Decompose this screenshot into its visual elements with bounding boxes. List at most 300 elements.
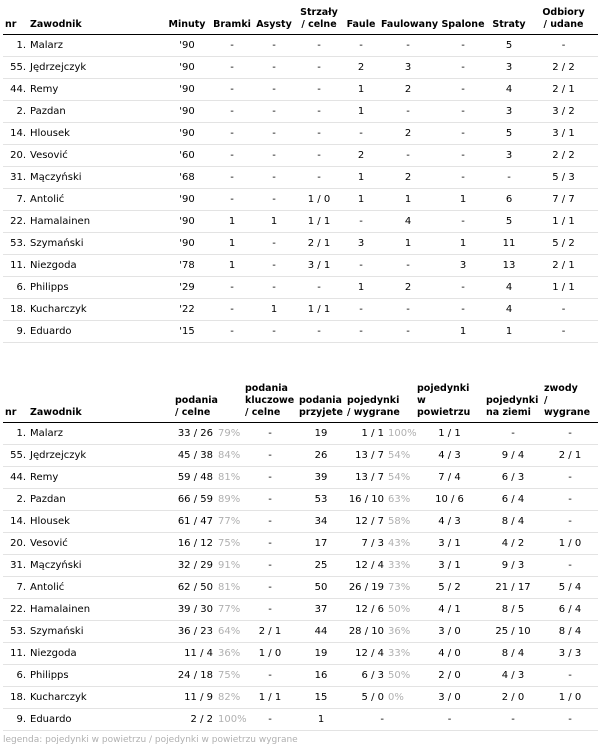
header-odbiory-line2: / udane <box>543 19 584 30</box>
cell-minutes: '15 <box>163 321 211 343</box>
cell-dribbles: - <box>542 511 598 533</box>
cell-goals: 1 <box>211 211 253 233</box>
cell-goals: - <box>211 79 253 101</box>
cell-nr: 53. <box>3 621 28 643</box>
cell-nr: 7. <box>3 577 28 599</box>
cell-minutes: '90 <box>163 57 211 79</box>
cell-losses: 4 <box>489 299 529 321</box>
cell-fouls: 2 <box>343 57 379 79</box>
header-odbiory <box>529 2 598 35</box>
cell-losses: 3 <box>489 145 529 167</box>
cell-losses: - <box>489 167 529 189</box>
table-row <box>3 621 598 643</box>
cell-nr: 20. <box>3 533 28 555</box>
cell-nr: 14. <box>3 511 28 533</box>
cell-shots: - <box>295 35 343 57</box>
cell-duels <box>345 709 415 731</box>
cell-duels <box>345 467 415 489</box>
cell-minutes: '90 <box>163 189 211 211</box>
cell-shots: - <box>295 57 343 79</box>
cell-duels <box>345 687 415 709</box>
cell-tackles: - <box>529 321 598 343</box>
duels-percent: 54% <box>388 472 411 483</box>
cell-player-name: Kucharczyk <box>28 299 163 321</box>
header-pojedynki-powietrze <box>415 378 484 423</box>
duels-value: 16 / 10 <box>348 494 384 505</box>
cell-passes <box>173 423 243 445</box>
cell-offside: - <box>437 299 489 321</box>
cell-passes <box>173 643 243 665</box>
header-przyjete-line1: podania <box>299 395 342 406</box>
cell-fouled: - <box>379 101 437 123</box>
cell-air-duels: 1 / 1 <box>415 423 484 445</box>
cell-offside: - <box>437 101 489 123</box>
passes-percent: 79% <box>218 428 241 439</box>
duels-percent: 100% <box>388 428 417 439</box>
table-row <box>3 599 598 621</box>
cell-player-name: Hamalainen <box>28 599 173 621</box>
table-row <box>3 57 598 79</box>
duels-value: 5 / 0 <box>361 692 384 703</box>
cell-fouls: 1 <box>343 79 379 101</box>
table-row <box>3 687 598 709</box>
passes-percent: 81% <box>218 472 241 483</box>
table-row <box>3 35 598 57</box>
cell-fouled: 3 <box>379 57 437 79</box>
cell-key-passes: - <box>243 599 297 621</box>
cell-assists: - <box>253 145 295 167</box>
cell-passes-received: 53 <box>297 489 345 511</box>
table-row <box>3 709 598 731</box>
passes-percent: 77% <box>218 516 241 527</box>
cell-goals: 1 <box>211 255 253 277</box>
cell-air-duels: 3 / 0 <box>415 687 484 709</box>
cell-fouls: - <box>343 255 379 277</box>
cell-shots: 3 / 1 <box>295 255 343 277</box>
cell-passes <box>173 445 243 467</box>
cell-key-passes: 2 / 1 <box>243 621 297 643</box>
cell-fouled: 1 <box>379 233 437 255</box>
cell-passes <box>173 665 243 687</box>
cell-nr: 1. <box>3 35 28 57</box>
cell-dribbles: - <box>542 423 598 445</box>
header-nr: nr <box>3 378 28 423</box>
cell-passes-received: 16 <box>297 665 345 687</box>
duels-value: 12 / 6 <box>355 604 384 615</box>
cell-air-duels: 4 / 3 <box>415 445 484 467</box>
cell-player-name: Antolić <box>28 577 173 599</box>
cell-duels <box>345 665 415 687</box>
duels-value: 7 / 3 <box>361 538 384 549</box>
cell-minutes: '22 <box>163 299 211 321</box>
cell-nr: 18. <box>3 299 28 321</box>
cell-passes-received: 19 <box>297 423 345 445</box>
cell-offside: 3 <box>437 255 489 277</box>
cell-player-name: Jędrzejczyk <box>28 445 173 467</box>
cell-duels <box>345 643 415 665</box>
cell-tackles: 2 / 2 <box>529 57 598 79</box>
cell-offside: - <box>437 167 489 189</box>
cell-losses: 13 <box>489 255 529 277</box>
cell-fouled: - <box>379 35 437 57</box>
passes-percent: 100% <box>218 714 247 725</box>
cell-fouled: 2 <box>379 79 437 101</box>
cell-goals: - <box>211 101 253 123</box>
legend-text: legenda: pojedynki w powietrzu / pojedynki w powietrzu wygrane <box>3 735 298 745</box>
duels-percent: 50% <box>388 604 411 615</box>
cell-tackles: 2 / 2 <box>529 145 598 167</box>
cell-assists: - <box>253 189 295 211</box>
cell-fouls: 2 <box>343 145 379 167</box>
cell-goals: - <box>211 167 253 189</box>
cell-air-duels: 4 / 3 <box>415 511 484 533</box>
cell-key-passes: 1 / 0 <box>243 643 297 665</box>
cell-passes-received: 15 <box>297 687 345 709</box>
cell-dribbles: 2 / 1 <box>542 445 598 467</box>
cell-ground-duels: 6 / 3 <box>484 467 542 489</box>
cell-minutes: '90 <box>163 211 211 233</box>
duels-value: 28 / 10 <box>348 626 384 637</box>
cell-player-name: Szymański <box>28 621 173 643</box>
cell-shots: - <box>295 101 343 123</box>
cell-passes-received: 19 <box>297 643 345 665</box>
table-row <box>3 299 598 321</box>
cell-air-duels: 3 / 0 <box>415 621 484 643</box>
cell-fouled: 4 <box>379 211 437 233</box>
passes-value: 66 / 59 <box>177 494 213 505</box>
passes-percent: 91% <box>218 560 241 571</box>
cell-dribbles: 5 / 4 <box>542 577 598 599</box>
cell-nr: 7. <box>3 189 28 211</box>
cell-nr: 2. <box>3 489 28 511</box>
cell-nr: 6. <box>3 277 28 299</box>
cell-passes <box>173 709 247 731</box>
cell-nr: 44. <box>3 467 28 489</box>
table-row <box>3 533 598 555</box>
passes-percent: 82% <box>218 692 241 703</box>
cell-offside: - <box>437 57 489 79</box>
cell-shots: - <box>295 321 343 343</box>
cell-ground-duels: 8 / 5 <box>484 599 542 621</box>
cell-passes-received: 50 <box>297 577 345 599</box>
cell-fouls: - <box>343 211 379 233</box>
table-row <box>3 445 598 467</box>
table-row <box>3 167 598 189</box>
passes-percent: 81% <box>218 582 241 593</box>
header-minuty: Minuty <box>163 2 211 35</box>
cell-minutes: '60 <box>163 145 211 167</box>
cell-dribbles: 6 / 4 <box>542 599 598 621</box>
header-podania-kluczowe <box>243 378 297 423</box>
passes-value: 61 / 47 <box>177 516 213 527</box>
passes-percent: 89% <box>218 494 241 505</box>
cell-losses: 4 <box>489 79 529 101</box>
cell-player-name: Jędrzejczyk <box>28 57 163 79</box>
passes-value: 24 / 18 <box>177 670 213 681</box>
cell-player-name: Eduardo <box>28 321 163 343</box>
passes-value: 16 / 12 <box>177 538 213 549</box>
header-podania-przyjete <box>297 378 345 423</box>
cell-fouls: - <box>343 35 379 57</box>
cell-tackles: - <box>529 35 598 57</box>
cell-minutes: '90 <box>163 101 211 123</box>
cell-nr: 11. <box>3 643 28 665</box>
cell-passes <box>173 577 243 599</box>
cell-fouls: 1 <box>343 189 379 211</box>
cell-fouled: 2 <box>379 277 437 299</box>
cell-key-passes: - <box>243 665 297 687</box>
cell-tackles: - <box>529 299 598 321</box>
cell-key-passes: - <box>243 467 297 489</box>
table2-body <box>3 423 598 731</box>
cell-offside: - <box>437 277 489 299</box>
cell-air-duels: - <box>415 709 484 731</box>
cell-fouls: 1 <box>343 101 379 123</box>
table-row <box>3 423 598 445</box>
cell-duels <box>345 621 415 643</box>
table-row <box>3 145 598 167</box>
cell-player-name: Remy <box>28 79 163 101</box>
cell-air-duels: 7 / 4 <box>415 467 484 489</box>
cell-assists: - <box>253 255 295 277</box>
cell-nr: 9. <box>3 709 28 731</box>
cell-goals: - <box>211 189 253 211</box>
header-pojedynki <box>345 378 415 423</box>
cell-air-duels: 2 / 0 <box>415 665 484 687</box>
table-row <box>3 211 598 233</box>
cell-minutes: '29 <box>163 277 211 299</box>
cell-passes <box>173 599 243 621</box>
cell-goals: - <box>211 145 253 167</box>
header-pojedynki-line2: / wygrane <box>347 407 400 418</box>
cell-nr: 14. <box>3 123 28 145</box>
cell-air-duels: 3 / 1 <box>415 533 484 555</box>
cell-tackles: 2 / 1 <box>529 79 598 101</box>
passes-percent: 75% <box>218 670 241 681</box>
duels-percent: 43% <box>388 538 411 549</box>
cell-fouls: 3 <box>343 233 379 255</box>
table-row <box>3 577 598 599</box>
cell-key-passes: - <box>243 577 297 599</box>
cell-dribbles: - <box>542 489 598 511</box>
cell-fouls: - <box>343 299 379 321</box>
passes-percent: 77% <box>218 604 241 615</box>
cell-ground-duels: 9 / 4 <box>484 445 542 467</box>
duels-percent: 33% <box>388 648 411 659</box>
duels-value: 6 / 3 <box>361 670 384 681</box>
cell-ground-duels: 25 / 10 <box>484 621 542 643</box>
cell-fouled: 1 <box>379 189 437 211</box>
cell-shots: - <box>295 79 343 101</box>
duels-percent: 50% <box>388 670 411 681</box>
cell-offside: - <box>437 79 489 101</box>
cell-offside: 1 <box>437 189 489 211</box>
cell-duels <box>345 423 415 445</box>
cell-player-name: Mączyński <box>28 167 163 189</box>
cell-ground-duels: 2 / 0 <box>484 687 542 709</box>
cell-dribbles: - <box>542 555 598 577</box>
duels-percent: 0% <box>388 692 404 703</box>
cell-passes <box>173 467 243 489</box>
cell-tackles: 5 / 2 <box>529 233 598 255</box>
cell-goals: - <box>211 35 253 57</box>
cell-nr: 53. <box>3 233 28 255</box>
duels-value: 12 / 4 <box>355 648 384 659</box>
cell-dribbles: 1 / 0 <box>542 533 598 555</box>
duels-value: 26 / 19 <box>348 582 384 593</box>
cell-player-name: Niezgoda <box>28 255 163 277</box>
cell-air-duels: 10 / 6 <box>415 489 484 511</box>
cell-dribbles: - <box>542 467 598 489</box>
cell-duels <box>345 555 415 577</box>
header-podania <box>173 378 243 423</box>
table-row <box>3 511 598 533</box>
table-row <box>3 489 598 511</box>
passes-percent: 36% <box>218 648 241 659</box>
cell-nr: 55. <box>3 445 28 467</box>
cell-assists: - <box>253 123 295 145</box>
cell-key-passes: - <box>243 709 297 731</box>
cell-fouled: 2 <box>379 167 437 189</box>
table1-body <box>3 35 598 343</box>
cell-fouled: 2 <box>379 123 437 145</box>
cell-player-name: Szymański <box>28 233 163 255</box>
cell-key-passes: - <box>243 555 297 577</box>
cell-dribbles: 1 / 0 <box>542 687 598 709</box>
header-strzaly-line2: / celne <box>301 19 337 30</box>
cell-nr: 22. <box>3 599 28 621</box>
cell-fouls: - <box>343 123 379 145</box>
cell-duels <box>345 533 415 555</box>
cell-key-passes: - <box>243 445 297 467</box>
cell-passes <box>173 511 243 533</box>
cell-fouls: - <box>343 321 379 343</box>
cell-assists: - <box>253 167 295 189</box>
cell-losses: 5 <box>489 211 529 233</box>
duels-value: 13 / 7 <box>355 472 384 483</box>
duels-percent: 63% <box>388 494 411 505</box>
cell-fouls: 1 <box>343 167 379 189</box>
cell-key-passes: - <box>243 511 297 533</box>
cell-assists: - <box>253 321 295 343</box>
cell-duels <box>345 489 415 511</box>
header-przyjete-line2: przyjete <box>299 407 343 418</box>
cell-goals: - <box>211 299 253 321</box>
cell-nr: 55. <box>3 57 28 79</box>
header-powietrze-line1: pojedynki <box>417 383 470 394</box>
table-row <box>3 79 598 101</box>
cell-player-name: Kucharczyk <box>28 687 173 709</box>
cell-fouls: 1 <box>343 277 379 299</box>
cell-minutes: '90 <box>163 233 211 255</box>
cell-player-name: Eduardo <box>28 709 173 731</box>
cell-nr: 2. <box>3 101 28 123</box>
cell-shots: 1 / 1 <box>295 299 343 321</box>
cell-key-passes: 1 / 1 <box>243 687 297 709</box>
cell-goals: - <box>211 57 253 79</box>
cell-losses: 11 <box>489 233 529 255</box>
passes-percent: 75% <box>218 538 241 549</box>
cell-passes <box>173 489 243 511</box>
cell-player-name: Mączyński <box>28 555 173 577</box>
cell-duels <box>345 511 415 533</box>
table-row <box>3 555 598 577</box>
cell-duels <box>345 599 415 621</box>
cell-goals: - <box>211 123 253 145</box>
cell-offside: - <box>437 211 489 233</box>
cell-dribbles: - <box>542 709 598 731</box>
cell-offside: 1 <box>437 233 489 255</box>
cell-nr: 44. <box>3 79 28 101</box>
cell-fouled: - <box>379 299 437 321</box>
cell-assists: - <box>253 57 295 79</box>
duels-value: 1 / 1 <box>361 428 384 439</box>
cell-tackles: 7 / 7 <box>529 189 598 211</box>
header-spalone: Spalone <box>437 2 489 35</box>
cell-passes <box>173 621 243 643</box>
cell-key-passes: - <box>243 423 297 445</box>
passes-percent: 64% <box>218 626 241 637</box>
cell-player-name: Niezgoda <box>28 643 173 665</box>
cell-minutes: '78 <box>163 255 211 277</box>
passes-percent: 84% <box>218 450 241 461</box>
cell-player-name: Malarz <box>28 35 163 57</box>
passes-value: 59 / 48 <box>177 472 213 483</box>
cell-nr: 20. <box>3 145 28 167</box>
cell-ground-duels: 8 / 4 <box>484 643 542 665</box>
header-zwody-line2: / wygrane <box>544 395 591 418</box>
cell-nr: 1. <box>3 423 28 445</box>
table-row <box>3 101 598 123</box>
header-kluczowe-line3: / celne <box>245 407 281 418</box>
duels-percent: 54% <box>388 450 411 461</box>
passes-value: 33 / 26 <box>177 428 213 439</box>
passes-value: 62 / 50 <box>177 582 213 593</box>
cell-offside: - <box>437 145 489 167</box>
cell-nr: 31. <box>3 555 28 577</box>
cell-player-name: Hlousek <box>28 511 173 533</box>
table-row <box>3 665 598 687</box>
header-ziemia-line2: na ziemi <box>486 407 531 418</box>
header-bramki: Bramki <box>211 2 253 35</box>
duels-percent: 58% <box>388 516 411 527</box>
cell-player-name: Philipps <box>28 665 173 687</box>
cell-duels <box>345 577 415 599</box>
cell-nr: 9. <box>3 321 28 343</box>
cell-assists: - <box>253 79 295 101</box>
cell-passes <box>173 533 243 555</box>
cell-passes-received: 25 <box>297 555 345 577</box>
table-row <box>3 123 598 145</box>
header-zwody-line1: zwody <box>544 383 578 394</box>
player-stats-table-2 <box>3 378 598 731</box>
cell-player-name: Malarz <box>28 423 173 445</box>
cell-passes-received: 44 <box>297 621 345 643</box>
cell-shots: - <box>295 123 343 145</box>
cell-offside: - <box>437 35 489 57</box>
cell-offside: 1 <box>437 321 489 343</box>
cell-minutes: '90 <box>163 123 211 145</box>
cell-fouled: - <box>379 145 437 167</box>
cell-minutes: '90 <box>163 35 211 57</box>
passes-value: 39 / 30 <box>177 604 213 615</box>
duels-value: - <box>380 714 384 725</box>
passes-value: 36 / 23 <box>177 626 213 637</box>
duels-percent: 33% <box>388 560 411 571</box>
cell-nr: 11. <box>3 255 28 277</box>
table-row <box>3 467 598 489</box>
cell-player-name: Pazdan <box>28 489 173 511</box>
